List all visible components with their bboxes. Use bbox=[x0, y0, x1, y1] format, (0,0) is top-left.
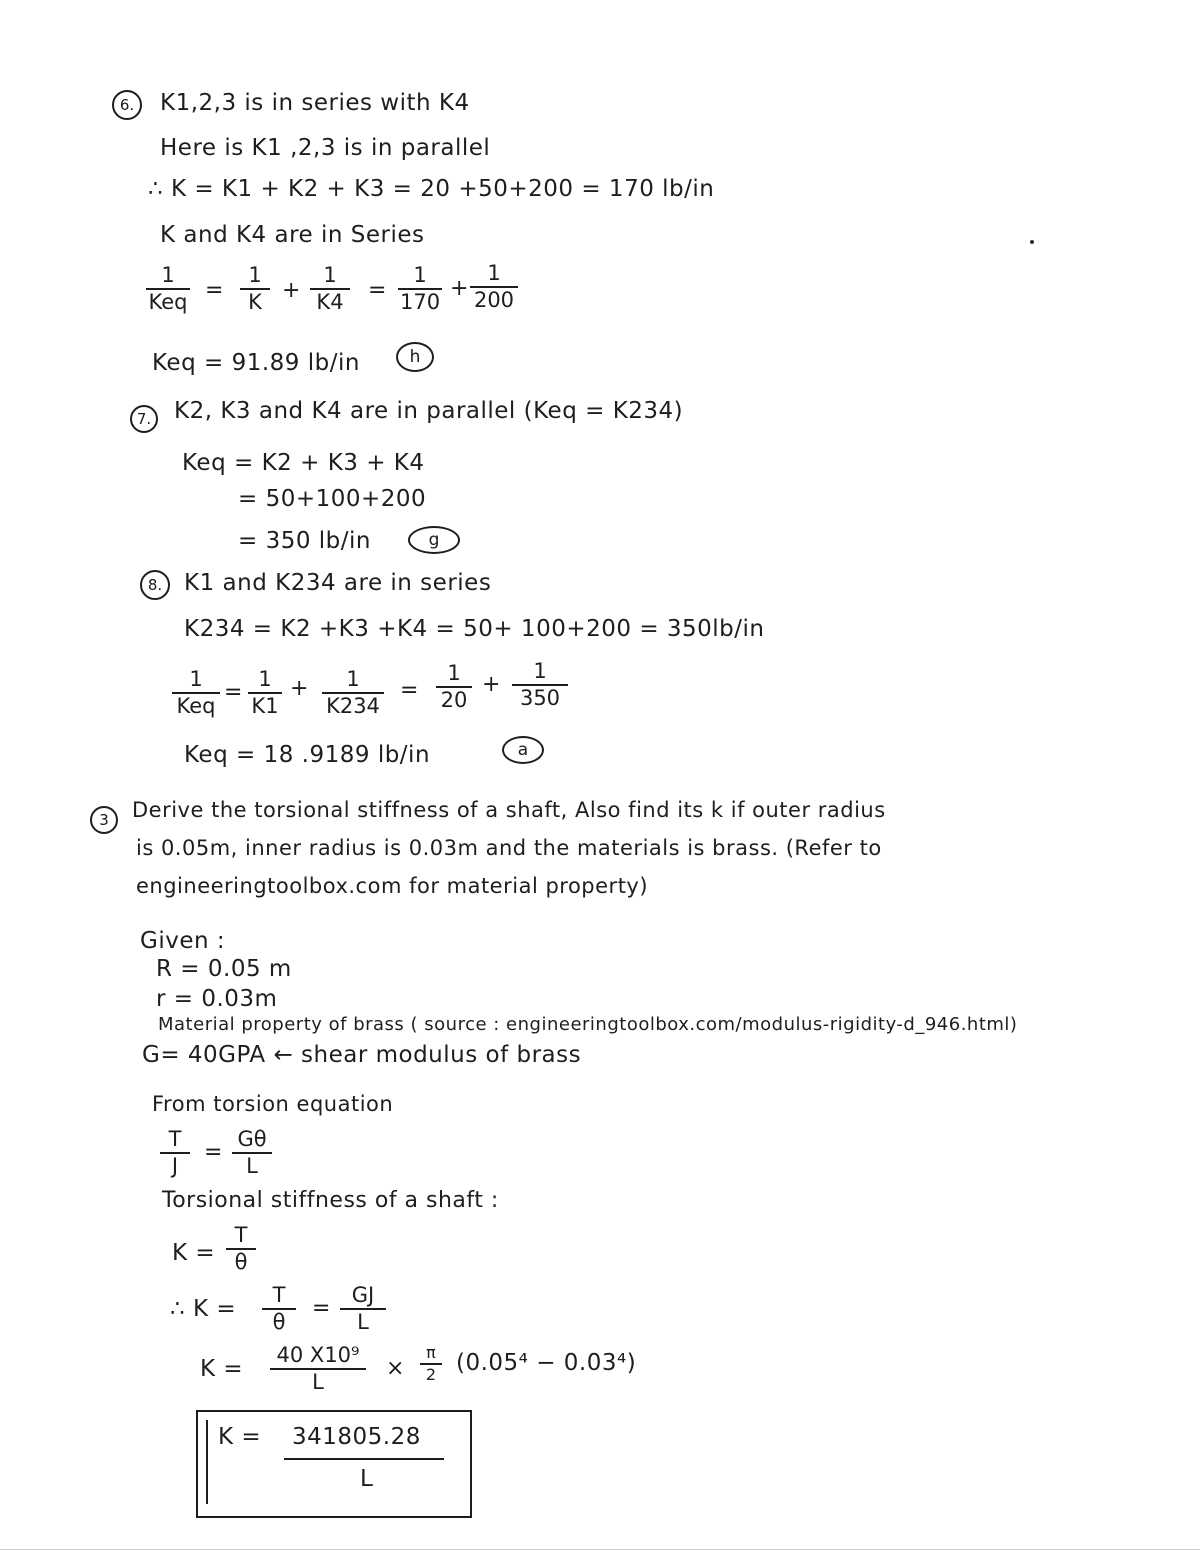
q8-line-2: K234 = K2 +K3 +K4 = 50+ 100+200 = 350lb/in bbox=[184, 616, 765, 642]
q8-frac-k234: 1 K234 bbox=[322, 668, 384, 718]
k-frac-t-theta: T θ bbox=[226, 1224, 256, 1274]
q8-answer-tag: a bbox=[502, 736, 544, 764]
q8-plus-1: + bbox=[290, 676, 309, 701]
k-times: × bbox=[386, 1356, 405, 1381]
k-frac-modulus: 40 X10⁹ L bbox=[270, 1344, 366, 1394]
q6-frac-k: 1 K bbox=[240, 264, 270, 314]
torsion-frac-tj: T J bbox=[160, 1128, 190, 1178]
q8-frac-keq: 1 Keq bbox=[172, 668, 220, 718]
shear-modulus-line: G= 40GPA ← shear modulus of brass bbox=[142, 1042, 582, 1068]
q6-line-4: K and K4 are in Series bbox=[160, 222, 425, 248]
problem-3-marker: 3 bbox=[90, 806, 118, 834]
q7-line-2: Keq = K2 + K3 + K4 bbox=[182, 450, 425, 476]
problem-8-marker: 8. bbox=[140, 570, 170, 600]
q6-line-2: Here is K1 ,2,3 is in parallel bbox=[160, 135, 491, 161]
final-k-label: K = bbox=[218, 1424, 262, 1450]
q6-plus-1: + bbox=[282, 278, 301, 303]
q8-equals-2: = bbox=[400, 678, 419, 703]
final-answer-fraction-bar bbox=[284, 1458, 444, 1460]
q8-frac-350: 1 350 bbox=[512, 660, 568, 710]
k-therefore: ∴ K = bbox=[170, 1296, 237, 1322]
q8-frac-k1: 1 K1 bbox=[248, 668, 282, 718]
final-answer-value: 341805.28 bbox=[292, 1424, 421, 1450]
q6-answer-tag: h bbox=[396, 342, 434, 372]
q7-line-1: K2, K3 and K4 are in parallel (Keq = K234) bbox=[174, 398, 684, 424]
k-equals-3: K = bbox=[200, 1356, 244, 1382]
problem-7-marker: 7. bbox=[130, 405, 158, 433]
q6-frac-k4: 1 K4 bbox=[310, 264, 350, 314]
q6-frac-keq: 1 Keq bbox=[146, 264, 190, 314]
q8-equals-1: = bbox=[224, 680, 243, 705]
q8-line-1: K1 and K234 are in series bbox=[184, 570, 492, 596]
q6-equals-1: = bbox=[205, 278, 224, 303]
q6-line-1: K1,2,3 is in series with K4 bbox=[160, 90, 470, 116]
k-radius-term: (0.05⁴ − 0.03⁴) bbox=[456, 1350, 637, 1376]
given-inner-radius: r = 0.03m bbox=[156, 986, 278, 1012]
given-outer-radius: R = 0.05 m bbox=[156, 956, 292, 982]
q8-plus-2: + bbox=[482, 672, 501, 697]
q6-line-3: ∴ K = K1 + K2 + K3 = 20 +50+200 = 170 lb/in bbox=[148, 176, 715, 202]
q6-equals-2: = bbox=[368, 278, 387, 303]
page-bottom-edge bbox=[0, 1549, 1200, 1550]
torsional-stiffness-heading: Torsional stiffness of a shaft : bbox=[162, 1188, 499, 1213]
q8-result: Keq = 18 .9189 lb/in bbox=[184, 742, 431, 768]
q6-plus-2: + bbox=[450, 276, 469, 301]
q6-frac-200: 1 200 bbox=[470, 262, 518, 312]
final-answer-denominator: L bbox=[360, 1466, 374, 1492]
material-property-line: Material property of brass ( source : engineeringtoolbox.com/modulus-rigidity-d_946.html) bbox=[158, 1014, 1018, 1035]
k-frac-t-theta-2: T θ bbox=[262, 1284, 296, 1334]
torsion-equation-heading: From torsion equation bbox=[152, 1092, 394, 1116]
q8-frac-20: 1 20 bbox=[436, 662, 472, 712]
q3-line-2: is 0.05m, inner radius is 0.03m and the materials is brass. (Refer to bbox=[136, 836, 882, 860]
q7-line-3: = 50+100+200 bbox=[238, 486, 427, 512]
torsion-frac-gtheta-l: Gθ L bbox=[232, 1128, 272, 1178]
k-frac-gj-l: GJ L bbox=[340, 1284, 386, 1334]
q7-line-4: = 350 lb/in bbox=[238, 528, 371, 554]
k-frac-pi-2: π 2 bbox=[420, 1344, 442, 1383]
given-heading: Given : bbox=[140, 928, 226, 954]
problem-6-marker: 6. bbox=[112, 90, 142, 120]
q3-line-1: Derive the torsional stiffness of a shaft, Also find its k if outer radius bbox=[132, 798, 886, 822]
k-equals-1: K = bbox=[172, 1240, 216, 1266]
q3-line-3: engineeringtoolbox.com for material property) bbox=[136, 874, 649, 898]
q6-result: Keq = 91.89 lb/in bbox=[152, 350, 360, 376]
q7-answer-tag: g bbox=[408, 526, 460, 554]
stray-mark bbox=[1030, 240, 1034, 244]
q6-frac-170: 1 170 bbox=[400, 263, 441, 315]
k-equals-2: = bbox=[312, 1296, 331, 1321]
torsion-equals: = bbox=[204, 1140, 223, 1165]
